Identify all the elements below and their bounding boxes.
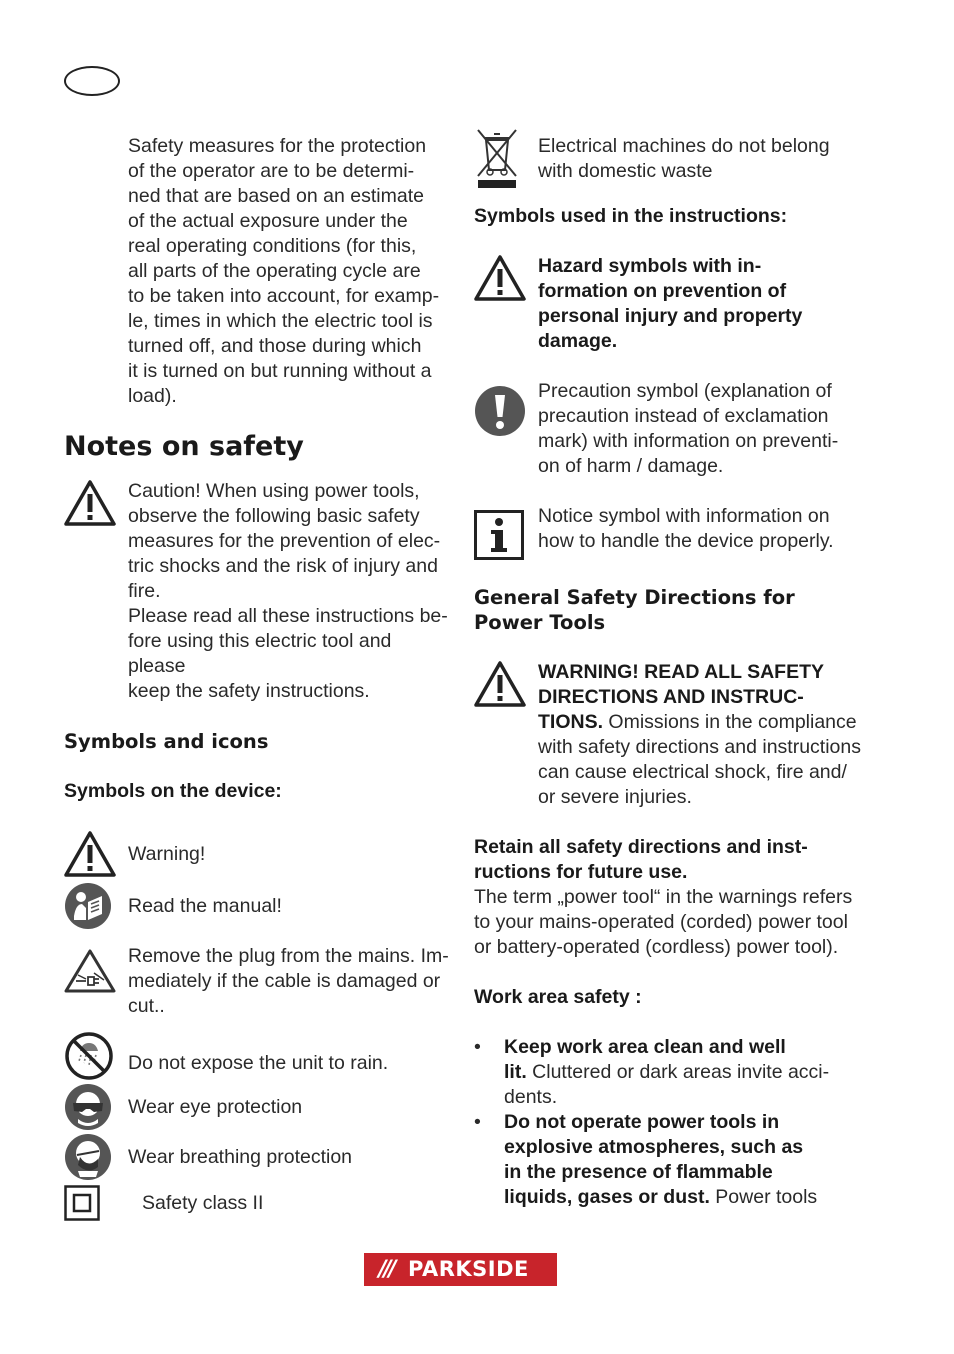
device-symbol-label: Do not expose the unit to rain. [128,1051,389,1074]
hazard-line: damage. [538,330,618,352]
waste-block [474,124,874,190]
intro-line: ned that are based on an estimate [128,185,424,207]
remove-plug-icon [64,944,128,994]
read-manual-icon [64,882,128,930]
caution-line: measures for the prevention of elec- [128,530,441,552]
no-rain-icon [64,1031,128,1081]
device-symbol-label: Safety class II [142,1191,264,1214]
intro-line: turned off, and those during which [128,335,422,357]
waste-line: with domestic waste [538,160,713,182]
bullet-bold-line: Do not operate power tools in [504,1111,780,1133]
caution-line: keep the safety instructions. [128,680,370,702]
warning-bold-tail: TIONS. [538,711,604,733]
notice-block [474,504,874,560]
bullet-item [474,1035,874,1110]
caution-block [64,479,454,704]
device-symbol-breathing-protection [64,1133,454,1181]
device-symbol-label: Remove the plug from the mains. Im- [128,945,449,967]
device-symbol-label: mediately if the cable is damaged or [128,970,441,992]
right-column [474,124,874,1210]
power-tool-term-text [474,885,874,960]
bullet-mixed-line [504,1060,874,1085]
bullet-bold-tail: liquids, gases or dust. [504,1186,710,1208]
notice-text [538,504,874,554]
symbols-on-device-heading: Symbols on the device: [64,780,282,802]
language-badge [64,66,120,96]
intro-line: of the operator are to be determi- [128,160,415,182]
general-safety-heading [474,585,874,635]
notes-on-safety-heading: Notes on safety [64,431,304,462]
term-line: or battery-operated (cordless) power tool). [474,936,839,958]
precaution-block [474,379,874,479]
symbols-in-instructions-heading: Symbols used in the instructions: [474,205,788,227]
retain-line: Retain all safety directions and inst- [474,836,808,858]
hazard-line: Hazard symbols with in- [538,255,762,277]
parkside-logo [364,1253,557,1286]
bullet-bold-line: explosive atmospheres, such as [504,1136,804,1158]
precaution-line: mark) with information on preventi- [538,430,839,452]
warning-block [474,660,874,810]
precaution-text [538,379,874,479]
caution-line: Please read all these instructions be- [128,605,448,627]
bullet-mixed-line [504,1185,874,1210]
warning-bold-line: WARNING! READ ALL SAFETY [538,661,824,683]
warning-text-line: with safety directions and instructions [538,736,861,758]
breathing-protection-icon [64,1133,128,1181]
bullet-item [474,1110,874,1210]
device-symbol-no-rain [64,1031,454,1081]
remove-plug-text [128,944,454,1019]
logo-brand-text: PARKSIDE [406,1255,555,1284]
device-symbol-safety-class [64,1185,454,1221]
hazard-line: personal injury and property [538,305,803,327]
hazard-text [538,254,874,354]
warning-triangle-icon [474,254,538,302]
bullet-dot: • [474,1111,481,1133]
info-notice-icon [474,504,538,560]
device-symbol-label: Read the manual! [128,894,282,917]
notice-line: Notice symbol with information on [538,505,830,527]
intro-line: Safety measures for the protection [128,135,427,157]
device-symbol-read-manual [64,882,454,930]
warning-text-line: can cause electrical shock, fire and/ [538,761,847,783]
precaution-line: precaution instead of exclamation [538,405,829,427]
safety-class-ii-icon [64,1185,128,1221]
intro-line: it is turned on but running without a [128,360,432,382]
intro-line: le, times in which the electric tool is [128,310,433,332]
symbols-and-icons-heading: Symbols and icons [64,730,269,753]
logo-slashes: /// [378,1257,394,1282]
waste-line: Electrical machines do not belong [538,135,830,157]
caution-line: observe the following basic safety [128,505,420,527]
term-line: The term „power tool“ in the warnings refers [474,886,853,908]
bullet-bold-line: in the presence of flammable [504,1161,773,1183]
retain-instructions-text [474,835,874,885]
intro-line: real operating conditions (for this, [128,235,417,257]
bullet-dot: • [474,1036,481,1058]
warning-triangle-icon [64,830,128,878]
exclamation-circle-icon [474,379,538,437]
caution-line: fire. [128,580,161,602]
general-heading-line: Power Tools [474,611,606,634]
hazard-line: formation on prevention of [538,280,787,302]
work-area-bullets [474,1035,874,1210]
warning-text-line: or severe injuries. [538,786,692,808]
bullet-bold-tail: lit. [504,1061,527,1083]
warning-triangle-icon [474,660,538,708]
intro-line: of the actual exposure under the [128,210,408,232]
device-symbol-eye-protection [64,1083,454,1131]
bullet-text-line: dents. [504,1086,558,1108]
precaution-line: on of harm / damage. [538,455,724,477]
crossed-bin-icon [474,124,538,190]
precaution-line: Precaution symbol (explanation of [538,380,832,402]
device-symbol-warning [64,830,454,878]
hazard-block [474,254,874,354]
device-symbol-label: cut.. [128,995,165,1017]
intro-line: all parts of the operating cycle are [128,260,421,282]
device-symbol-label: Wear eye protection [128,1095,303,1118]
eye-protection-icon [64,1083,128,1131]
waste-text [538,124,874,184]
retain-line: ructions for future use. [474,861,688,883]
caution-line: Caution! When using power tools, [128,480,420,502]
work-area-safety-heading: Work area safety : [474,986,642,1008]
warning-mixed-line [538,710,874,735]
device-symbol-label: Wear breathing protection [128,1145,353,1168]
left-column [64,134,454,1221]
bullet-text-first: Power tools [709,1186,818,1208]
intro-line: load). [128,385,177,407]
caution-line: tric shocks and the risk of injury and [128,555,438,577]
device-symbol-label: Warning! [128,842,206,865]
term-line: to your mains-operated (corded) power tool [474,911,848,933]
intro-line: to be taken into account, for examp- [128,285,440,307]
general-heading-line: General Safety Directions for [474,586,795,609]
bullet-text-first: Cluttered or dark areas invite acci- [526,1061,830,1083]
notice-line: how to handle the device properly. [538,530,834,552]
bullet-text [504,1110,874,1210]
bullet-bold-line: Keep work area clean and well [504,1036,786,1058]
warning-triangle-icon [64,479,128,527]
warning-text [538,660,874,810]
device-symbol-remove-plug [64,944,454,1019]
caution-text [128,479,454,704]
bullet-text [504,1035,874,1110]
caution-line: fore using this electric tool and please [128,630,392,677]
warning-bold-line: DIRECTIONS AND INSTRUC- [538,686,804,708]
intro-paragraph [64,134,454,409]
warning-text-first: Omissions in the compliance [603,711,857,733]
